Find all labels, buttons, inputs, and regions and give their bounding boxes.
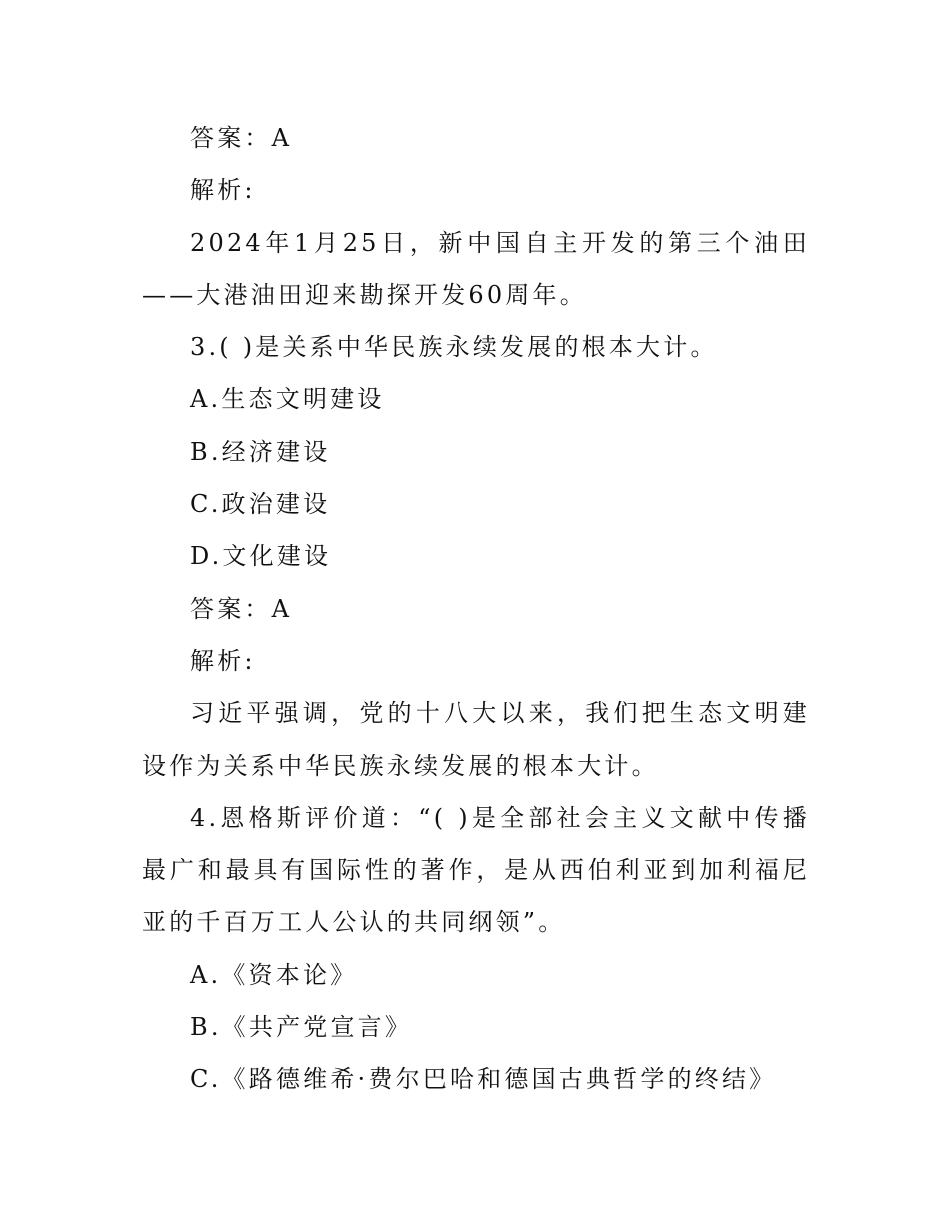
answer-label: 答案：A bbox=[190, 124, 293, 152]
explanation-text: 2024年1月25日，新中国自主开发的第三个油田——大港油田迎来勘探开发60周年。 bbox=[142, 228, 810, 309]
question-3: 3.( )是关系中华民族永续发展的根本大计。 bbox=[190, 333, 718, 362]
option-b: B.《共产党宣言》 bbox=[190, 1013, 413, 1042]
option-d: D.文化建设 bbox=[190, 542, 332, 571]
document-page bbox=[142, 112, 810, 1106]
option-c: C.政治建设 bbox=[190, 490, 331, 519]
answer-label: 答案：A bbox=[190, 594, 293, 623]
explanation-label: 解析: bbox=[190, 176, 256, 205]
option-b: B.经济建设 bbox=[190, 437, 331, 466]
option-c: C.《路德维希·费尔巴哈和德国古典哲学的终结》 bbox=[190, 1065, 777, 1094]
explanation-label: 解析: bbox=[190, 646, 256, 675]
option-a: A.《资本论》 bbox=[190, 960, 358, 989]
question-4: 4.恩格斯评价道：“( )是全部社会主义文献中传播最广和最具有国际性的著作，是从西伯利亚到加利福尼亚的千百万工人公认的共同纲领”。 bbox=[142, 803, 810, 937]
option-a: A.生态文明建设 bbox=[190, 385, 385, 414]
explanation-text: 习近平强调，党的十八大以来，我们把生态文明建设作为关系中华民族永续发展的根本大计。 bbox=[142, 699, 810, 780]
